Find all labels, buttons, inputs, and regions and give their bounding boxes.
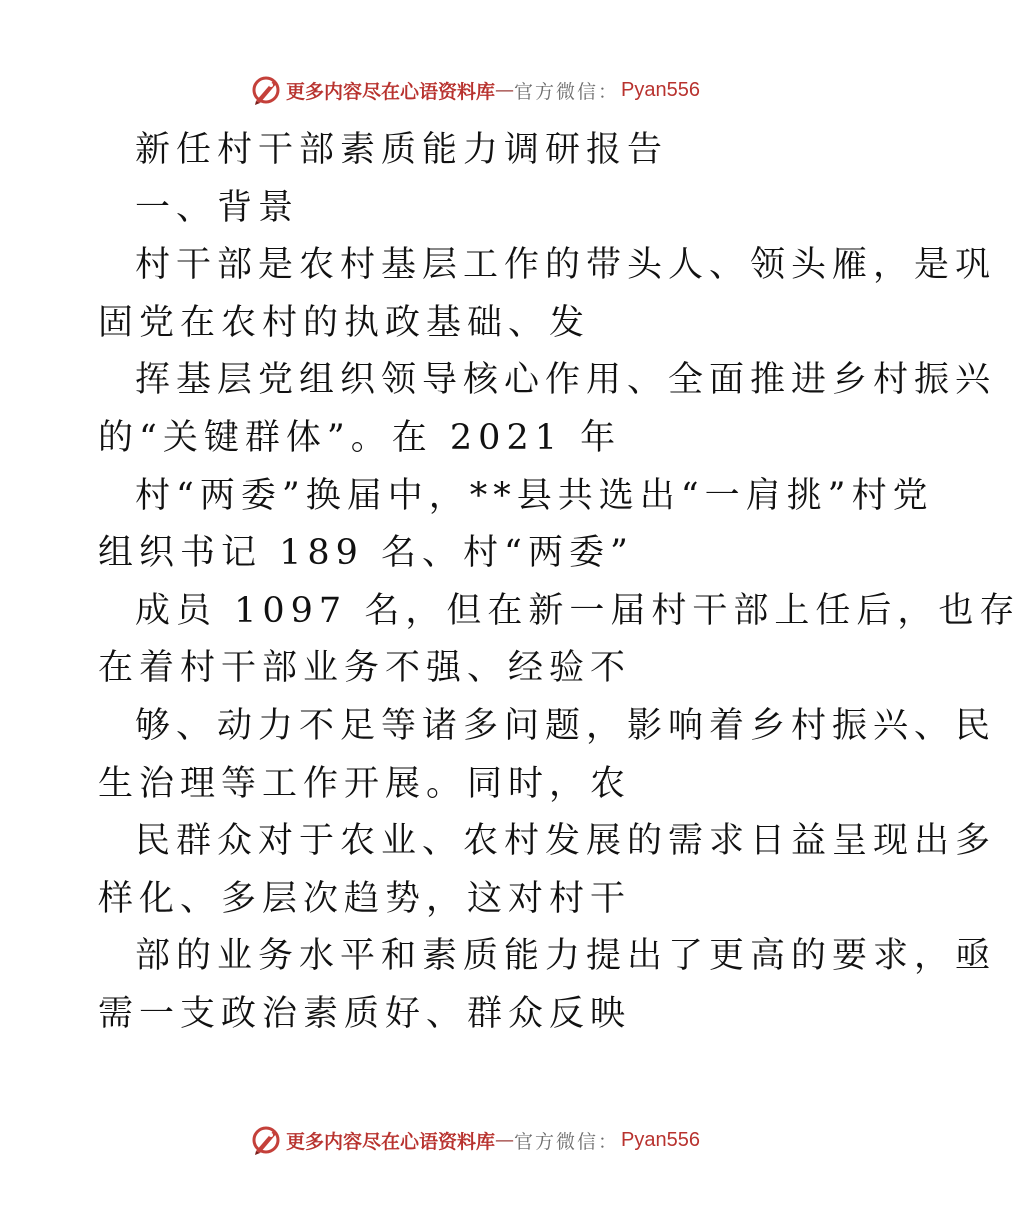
- paragraph-line: 组织书记 189 名、村“两委”: [98, 533, 634, 574]
- watermark-banner-bottom: [0, 1120, 950, 1160]
- watermark-dash: —: [495, 1129, 515, 1151]
- paragraph-line: 需一支政治素质好、群众反映: [98, 993, 632, 1034]
- watermark-wechat-id: Pyan556: [621, 1128, 700, 1151]
- watermark-wechat-label: 官方微信：: [514, 80, 620, 103]
- paragraph-line: 村干部是农村基层工作的带头人、领头雁，是巩: [135, 245, 997, 286]
- watermark-brand: 更多内容尽在心语资料库: [286, 1130, 496, 1153]
- paragraph-line: 固党在农村的执政基础、发: [98, 302, 591, 343]
- watermark-wechat-id: Pyan556: [621, 78, 700, 101]
- paragraph-line: 的“关键群体”。在 2021 年: [98, 417, 622, 458]
- section-heading: 一、背景: [135, 187, 300, 228]
- watermark-dash: —: [495, 79, 515, 101]
- pen-circle-logo-icon: [250, 1124, 282, 1156]
- document-title: 新任村干部素质能力调研报告: [135, 130, 669, 170]
- paragraph-line: 在着村干部业务不强、经验不: [98, 648, 632, 689]
- paragraph-line: 样化、多层次趋势，这对村干: [98, 878, 632, 919]
- watermark-banner-top: [0, 70, 950, 110]
- pen-circle-logo-icon: [250, 74, 282, 106]
- paragraph-line: 民群众对于农业、农村发展的需求日益呈现出多: [135, 821, 997, 862]
- watermark-wechat-label: 官方微信：: [514, 1130, 620, 1153]
- document-body: [98, 122, 1020, 1044]
- paragraph-line: 村“两委”换届中，**县共选出“一肩挑”村党: [135, 475, 934, 516]
- paragraph-line: 挥基层党组织领导核心作用、全面推进乡村振兴: [135, 360, 997, 401]
- watermark-brand: 更多内容尽在心语资料库: [286, 80, 496, 103]
- paragraph-line: 够、动力不足等诸多问题，影响着乡村振兴、民: [135, 705, 997, 746]
- paragraph-line: 部的业务水平和素质能力提出了更高的要求，亟: [135, 936, 997, 977]
- paragraph-line: 成员 1097 名，但在新一届村干部上任后，也存: [135, 590, 1020, 631]
- paragraph-line: 生治理等工作开展。同时，农: [98, 763, 632, 804]
